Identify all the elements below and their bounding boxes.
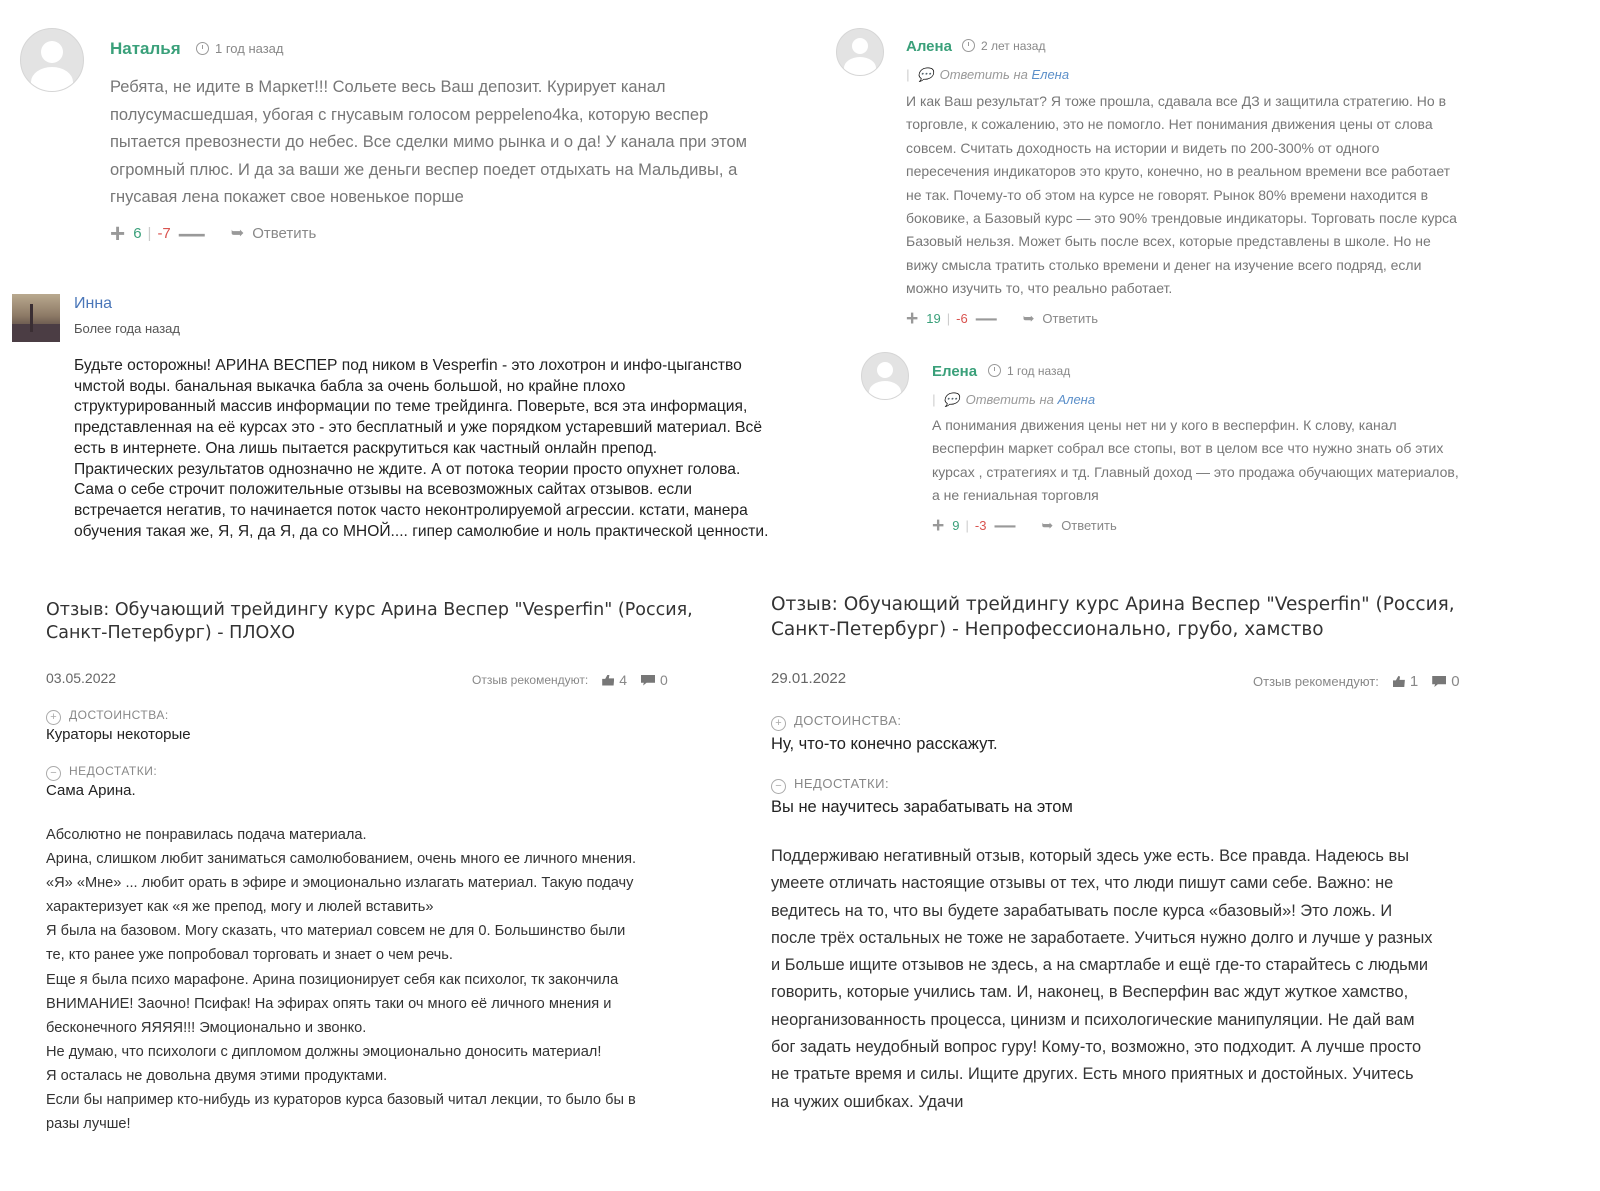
pros-header bbox=[771, 712, 902, 731]
downvote-icon[interactable]: — bbox=[994, 514, 1016, 537]
pros-label: ДОСТОИНСТВА: bbox=[69, 708, 169, 722]
reply-button[interactable]: Ответить bbox=[252, 224, 317, 242]
downvote-icon[interactable]: — bbox=[975, 307, 997, 330]
minus-circle-icon: − bbox=[771, 779, 786, 794]
cons-header bbox=[771, 775, 889, 794]
pros-label: ДОСТОИНСТВА: bbox=[794, 713, 902, 728]
reply-icon[interactable]: ➥ bbox=[230, 225, 245, 242]
comment-text: И как Ваш результат? Я тоже прошла, сдавала все ДЗ и защитила стратегию. Но в торговле, к сожалению, это не помогло. Нет понимания движения цены от слова совсем. Считать доходность на истории и видеть по 200-300% от одного пересечения индикаторов это круто, конечно, но в реальном времени все работает не так. Почему-то об этом на курсе не говорят. Рынок 80% времени находится в боковике, а Базовый курс — это 90% трендовые индикаторы. Торговать после курса Базовый нельзя. Может быть после всех, которые представлены в школе. Но не вижу смысла тратить столько времени и денег на изучение всего подряд, если можно изучить то, что реально работает. bbox=[906, 93, 1457, 297]
reply-button[interactable]: Ответить bbox=[1061, 518, 1117, 533]
avatar bbox=[20, 28, 84, 92]
downvote-count: -7 bbox=[157, 224, 171, 242]
vote-bar: + 6 | -7 — ➥ Ответить bbox=[110, 218, 317, 248]
natalya-comment bbox=[0, 0, 820, 290]
review-right bbox=[760, 560, 1600, 1191]
comments-count: 0 bbox=[1451, 673, 1460, 690]
upvote-icon[interactable]: + bbox=[932, 514, 945, 537]
upvote-count: 6 bbox=[133, 224, 142, 242]
recommend-bar bbox=[472, 672, 668, 688]
comment-text: А понимания движения цены нет ни у кого в весперфин. К слову, канал весперфин маркет собрал все стопы, вот в целом все что нужно знать об этих курсах , стратегиях и тд. Главный доход — это продажа обучающих материалов, а не гениальная торговля bbox=[932, 417, 1459, 504]
review-title[interactable]: Отзыв: Обучающий трейдингу курс Арина Веспер "Vesperfin" (Россия, Санкт-Петербург) - ПЛОХО bbox=[46, 600, 693, 643]
comment-icon[interactable] bbox=[1432, 676, 1446, 687]
pros-text: Кураторы некоторые bbox=[46, 726, 191, 743]
comments-count: 0 bbox=[660, 672, 668, 688]
downvote-count: -3 bbox=[974, 518, 987, 533]
upvote-icon[interactable]: + bbox=[110, 218, 126, 248]
time-text: 1 год назад bbox=[215, 41, 284, 56]
reply-icon[interactable]: ➥ bbox=[1041, 517, 1054, 533]
author-name[interactable]: Инна bbox=[74, 295, 113, 312]
thumbs-up-icon[interactable] bbox=[602, 675, 614, 686]
cons-text: Сама Арина. bbox=[46, 782, 136, 799]
upvote-count: 9 bbox=[952, 518, 960, 533]
likes-count: 4 bbox=[619, 672, 627, 688]
recommend-label: Отзыв рекомендуют: bbox=[472, 673, 589, 687]
reply-to: | 💬 Ответить на Елена bbox=[906, 67, 1070, 82]
author-name[interactable]: Алена bbox=[906, 38, 952, 55]
thumbs-up-icon[interactable] bbox=[1393, 676, 1405, 687]
likes-count: 1 bbox=[1409, 673, 1419, 690]
comment-time bbox=[196, 41, 283, 56]
speech-bubble-icon: 💬 bbox=[917, 67, 934, 82]
cons-label: НЕДОСТАТКИ: bbox=[69, 764, 158, 778]
inna-comment bbox=[0, 290, 850, 552]
review-body: Абсолютно не понравилась подача материала. Арина, слишком любит заниматься самолюбованием, очень много ее личного мнения. «Я» «Мне» ... любит орать в эфире и эмоционально излагать материал. Такую подачу характеризует как «я же препод, могу и люлей вставить» Я была на базовом. Могу сказать, что материал совсем не для 0. Большинство были те, кто ранее уже попробовал торговать и знает о чем речь. Еще я была психо марафоне. Арина позиционирует себя как психолог, тк закончила ВНИМАНИЕ! Заочно! Псифак! На эфирах опять таки оч много её личного мнения и бесконечного ЯЯЯЯ!!! Эмоционально и звонко. Не думаю, что психологи с дипломом должны эмоционально доносить материал! Я осталась не довольна двумя этими продуктами. Если бы например кто-нибудь из кураторов курса базовый читал лекции, то было бы в разы лучше! bbox=[46, 827, 637, 1133]
plus-circle-icon: + bbox=[771, 716, 786, 731]
reply-icon[interactable]: ➥ bbox=[1022, 310, 1035, 326]
plus-circle-icon: + bbox=[46, 710, 61, 725]
avatar bbox=[861, 352, 909, 400]
comment-icon[interactable] bbox=[641, 675, 655, 686]
comment-text: Ребята, не идите в Маркет!!! Сольете весь Ваш депозит. Курирует канал полусумасшедшая, убогая с гнусавым голосом peppeleno4ka, которую веспер пытается превознести до небес. Все сделки мимо рынка и о да! У канала при этом огромный плюс. И да за ваши же деньги веспер поедет отдыхать на Мальдивы, а гнусавая лена покажет свое новенькое порше bbox=[110, 78, 748, 206]
clock-icon bbox=[196, 42, 209, 55]
upvote-count: 19 bbox=[926, 311, 941, 326]
comment-time bbox=[988, 364, 1070, 378]
review-date: 29.01.2022 bbox=[771, 670, 847, 687]
review-body: Поддерживаю негативный отзыв, который здесь уже есть. Все правда. Надеюсь вы умеете отличать настоящие отзывы от тех, что люди пишут сами себе. Важно: не ведитесь на то, что вы будете зарабатывать после курса «базовый»! Это ложь. И после трёх остальных не тоже не заработаете. Учиться нужно долго и лучше у разных и Больше ищите отзывов не здесь, а на смартлабе и ещё где-то старайтесь с людьми говорить, которые учились там. И, наконец, в Весперфин вас ждут жуткое хамство, неорганизованность процесса, цинизм и психологические манипуляции. Не дай вам бог задать неудобный вопрос гуру! Кому-то, возможно, это подходит. А лучше просто не тратьте время и силы. Ищите других. Есть много приятных и достойных. Учитесь на чужих ошибках. Удачи bbox=[771, 847, 1433, 1111]
reply-to-label: Ответить на bbox=[939, 67, 1028, 82]
reply-button[interactable]: Ответить bbox=[1042, 311, 1098, 326]
speech-bubble-icon: 💬 bbox=[943, 392, 960, 407]
comment-text: Будьте осторожны! АРИНА ВЕСПЕР под ником в Vesperfin - это лохотрон и инфо-цыганство чмстой воды. банальная выкачка бабла за очень большой, но крайне плохо структурированный массив информации по теме трейдинга. Поверьте, вся эта информация, представленная на её курсах это - это бесплатный и уже порядком устаревший материал. Всё есть в интернете. Она лишь пытается раскрутиться как частный онлайн препод. Практических результатов однозначно не ждите. А от потока теории просто опухнет голова. Сама о себе строчит положительные отзывы на всевозможных сайтах отзывов. если встречается негатив, то начинается поток часто неконтролируемой агрессии. кстати, манера обучения такая же, Я, Я, да Я, да со МНОЙ.... гипер самолюбие и ноль практической ценности. bbox=[74, 357, 769, 540]
alena-comment bbox=[830, 0, 1600, 340]
reply-to-name[interactable]: Елена bbox=[1031, 67, 1070, 82]
cons-header bbox=[46, 762, 157, 781]
vote-bar: + 19 | -6 — ➥ Ответить bbox=[906, 307, 1098, 330]
pros-header bbox=[46, 706, 169, 725]
avatar bbox=[836, 28, 884, 76]
clock-icon bbox=[988, 364, 1001, 377]
recommend-label: Отзыв рекомендуют: bbox=[1253, 674, 1379, 689]
recommend-bar bbox=[1253, 673, 1460, 690]
cons-label: НЕДОСТАТКИ: bbox=[794, 776, 890, 791]
review-date: 03.05.2022 bbox=[46, 670, 117, 686]
comment-time: Более года назад bbox=[74, 321, 180, 336]
upvote-icon[interactable]: + bbox=[906, 307, 919, 330]
comment-time bbox=[962, 39, 1045, 53]
vote-bar: + 9 | -3 — ➥ Ответить bbox=[932, 514, 1117, 537]
time-text: 2 лет назад bbox=[981, 39, 1046, 53]
time-text: 1 год назад bbox=[1007, 364, 1071, 378]
elena-comment bbox=[855, 345, 1600, 550]
downvote-count: -6 bbox=[956, 311, 968, 326]
author-name[interactable]: Наталья bbox=[110, 39, 181, 58]
avatar bbox=[12, 294, 60, 342]
clock-icon bbox=[962, 39, 975, 52]
reply-to-name[interactable]: Алена bbox=[1057, 392, 1096, 407]
review-left bbox=[0, 560, 760, 1191]
review-title[interactable]: Отзыв: Обучающий трейдингу курс Арина Веспер "Vesperfin" (Россия, Санкт-Петербург) - Непрофессионально, грубо, хамство bbox=[771, 594, 1455, 640]
author-name[interactable]: Елена bbox=[932, 363, 978, 380]
minus-circle-icon: − bbox=[46, 766, 61, 781]
cons-text: Вы не научитесь зарабатывать на этом bbox=[771, 798, 1073, 816]
downvote-icon[interactable]: — bbox=[178, 218, 205, 248]
pros-text: Ну, что-то конечно расскажут. bbox=[771, 735, 998, 753]
reply-to-label: Ответить на bbox=[965, 392, 1054, 407]
reply-to: | 💬 Ответить на Алена bbox=[932, 392, 1096, 407]
